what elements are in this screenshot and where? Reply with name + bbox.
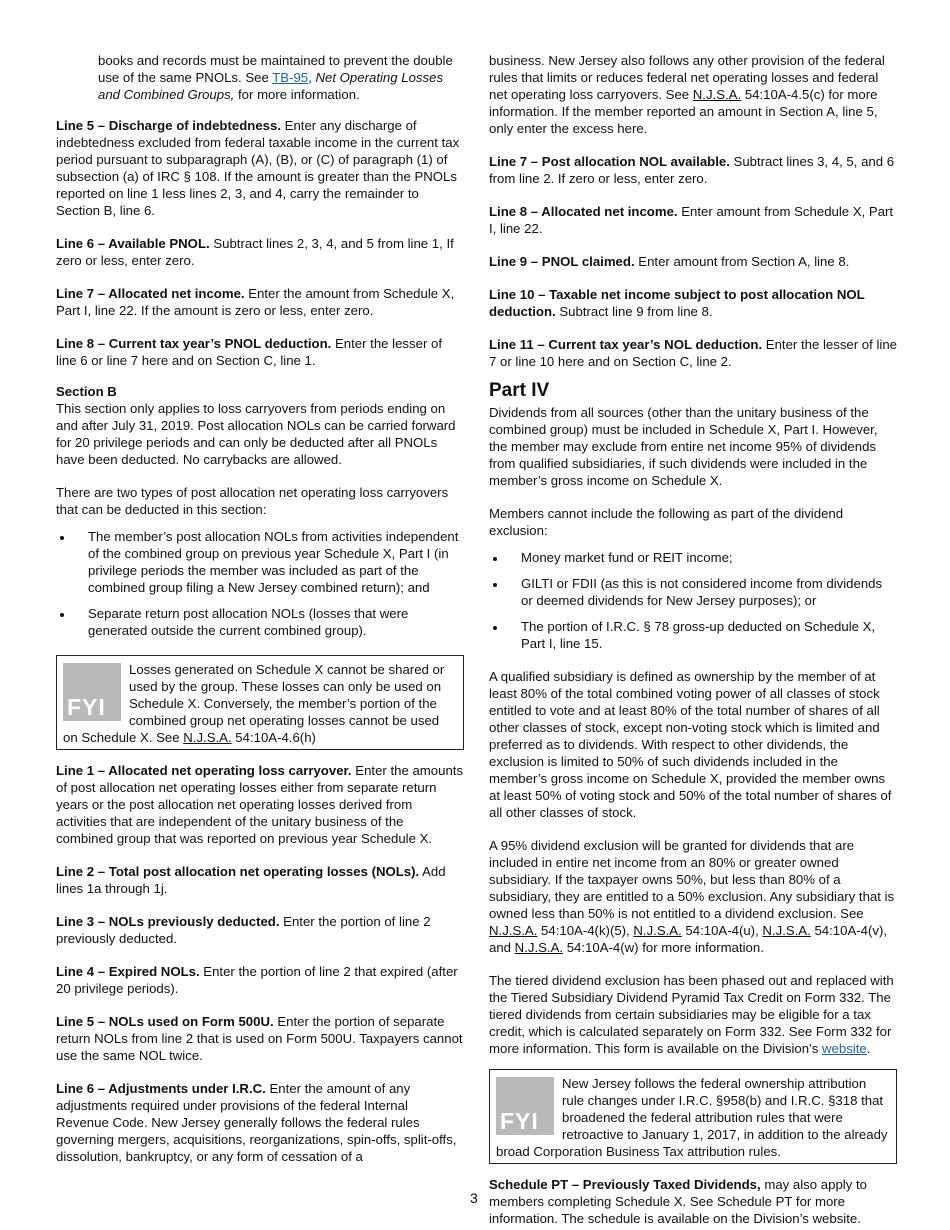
exclusion-95-text [489, 837, 897, 956]
section-b-heading: Section B [56, 384, 117, 399]
exclusion-list [489, 549, 897, 652]
b-line11 [489, 336, 897, 370]
qualified-subsidiary-text: A qualified subsidiary is defined as ownership by the member of at least 80% of the total combined voting power of all classes of stock entitled to vote and at least 80% of the total number of shares of all other classes of stock, except non-voting stock which is limited and preferred as to dividends. With respect to other dividends, the exclusion is limited to 50% of such dividends included in the member’s gross income on Schedule X, provided the member owns at least 50% of voting stock and 50% of the total number of shares of all other classes of stock. [489, 669, 892, 820]
cont-text: business. New Jersey also follows any other provision of the federal rules that limits or reduces federal net operating losses and federal net operating loss carryovers. See [489, 53, 885, 102]
line-text: Subtract lines 3, 4, 5, and 6 from line 2. If zero or less, enter zero. [489, 154, 895, 186]
excl-cite: 54:10A-4(w) for more information. [563, 940, 764, 955]
line-heading: Line 7 – Post allocation NOL available. [489, 154, 730, 169]
line-text: Enter amount from Schedule X, Part I, line 22. [489, 204, 894, 236]
line-heading: Line 4 – Expired NOLs. [56, 964, 200, 979]
line-text: Subtract line 9 from line 8. [555, 304, 713, 319]
list-item: • The member’s post allocation NOLs from activities independent of the combined group on previous year Schedule X, Part I (in privilege periods the member was included as part of the combined group filing a New Jersey combined return); and [74, 528, 464, 596]
list-item: • The portion of I.R.C. § 78 gross-up deducted on Schedule X, Part I, line 15. [507, 618, 897, 652]
line8-pnol-deduction [56, 335, 464, 369]
fyi-label: FYI [67, 694, 106, 720]
schedule-pt-text [489, 1176, 897, 1227]
tb95-link[interactable]: TB-95 [272, 70, 309, 85]
line-heading: Line 6 – Adjustments under I.R.C. [56, 1081, 266, 1096]
part-iv-heading: Part IV [489, 380, 550, 401]
line-text: may also apply to members completing Schedule X. See Schedule PT for more information. The schedule is available on the Division’s website. [489, 1177, 867, 1226]
line-text: Enter the amount from Schedule X, Part I, line 22. If the amount is zero or less, enter zero. [56, 286, 455, 318]
continued-paragraph [489, 52, 897, 137]
fyi-text: Losses generated on Schedule X cannot be shared or used by the group. These losses can only be used on Schedule X. Conversely, the member’s portion of the combined group net operating losses cannot be used on Schedule X. See [63, 662, 445, 745]
line-text: Enter amount from Section A, line 8. [634, 254, 850, 269]
line-text: Add lines 1a through 1j. [56, 864, 446, 896]
line-heading: Line 5 – Discharge of indebtedness. [56, 118, 281, 133]
two-types-text: There are two types of post allocation net operating loss carryovers that can be deducted in this section: [56, 485, 449, 517]
line-heading: Line 1 – Allocated net operating loss carryover. [56, 763, 352, 778]
b-line4 [56, 963, 464, 997]
intro-sep: , [308, 70, 316, 85]
intro-text: books and records must be maintained to prevent the double use of the same PNOLs. See [98, 53, 453, 85]
fyi-box [489, 1069, 897, 1164]
nol-types-list [56, 528, 464, 639]
line-text: Enter any discharge of indebtedness excluded from federal taxable income in the current tax period pursuant to subparagraph (A), (B), or (C) of paragraph (1) of subsection (a) of IRC § 108. If the amount is greater than the PNOLs reported on line 1 less lines 2, 3, and 4, carry the remainder to Section B, line 6. [56, 118, 460, 218]
line-heading: Line 9 – PNOL claimed. [489, 254, 635, 269]
njsa-ref: N.J.S.A. [762, 923, 811, 938]
left-column [56, 52, 464, 1165]
tiered-tail: . [866, 1041, 871, 1056]
line-heading: Line 8 – Allocated net income. [489, 204, 678, 219]
line-heading: Line 10 – Taxable net income subject to post allocation NOL deduction. [489, 287, 865, 319]
list-item: • Money market fund or REIT income; [507, 549, 897, 566]
b-line10 [489, 286, 897, 320]
b-line3 [56, 913, 464, 947]
line-heading: Schedule PT – Previously Taxed Dividends, [489, 1177, 761, 1192]
intro-title: Net Operating Losses and Combined Groups, [98, 70, 444, 102]
fyi-box [56, 655, 464, 750]
intro-paragraph [56, 52, 464, 103]
tiered-body: The tiered dividend exclusion has been phased out and replaced with the Tiered Subsidiary Dividend Pyramid Tax Credit on Form 332. The tiered dividends from certain subsidiaries may be eligible for a tax credit, which is calculated separately on Form 332. See Form 332 for more information. This form is available on the Division’s [489, 973, 894, 1056]
excl-cite: 54:10A-4(k)(5), [537, 923, 634, 938]
b-line8 [489, 203, 897, 237]
line-text: Enter the portion of line 2 previously deducted. [56, 914, 431, 946]
njsa-ref: N.J.S.A. [633, 923, 682, 938]
b-line6 [56, 1080, 464, 1165]
line-text: Enter the portion of separate return NOLs from line 2 that is used on Form 500U. Taxpayers cannot use the same NOL twice. [56, 1014, 463, 1063]
line-text: Enter the amounts of post allocation net operating losses either from separate return years or the post allocation net operating losses derived from activities that are independent of the unitary business of the combined group that was reported on previous year Schedule X. [56, 763, 464, 846]
right-column [489, 52, 897, 1227]
line6-available-pnol [56, 235, 464, 269]
website-link[interactable]: website [822, 1041, 867, 1056]
b-line7 [489, 153, 897, 187]
line-heading: Line 7 – Allocated net income. [56, 286, 245, 301]
line-text: Enter the amount of any adjustments required under provisions of the federal Internal Revenue Code. New Jersey generally follows the federal rules governing mergers, acquisitions, reorganizations, spin-offs, split-offs, dissolution, bankruptcy, or any form of cessation of a [56, 1081, 457, 1164]
excl-cite: 54:10A-4(u), [681, 923, 763, 938]
fyi-icon [496, 1077, 554, 1135]
section-b-text: This section only applies to loss carryovers from periods ending on and after July 31, 2019. Post allocation NOLs can be carried forward for 20 privilege periods and can only be deducted after all PNOLs have been deducted. No carrybacks are allowed. [56, 401, 456, 467]
b-line9 [489, 253, 897, 270]
list-item: • GILTI or FDII (as this is not considered income from dividends or deemed dividends for New Jersey purposes); or [507, 575, 897, 609]
fyi-text: New Jersey follows the federal ownership attribution rule changes under I.R.C. §958(b) and I.R.C. §318 that broadened the federal attribution rules that were retroactive to January 1, 2017, in addition to the already broad Corporation Business Tax attribution rules. [496, 1076, 888, 1159]
excl-cite: 54:10A-4(v), and [489, 923, 888, 955]
njsa-ref: N.J.S.A. [692, 87, 742, 102]
page-number: 3 [470, 1190, 478, 1206]
fyi-ref-tail: 54:10A-4.6(h) [231, 730, 316, 745]
njsa-ref: N.J.S.A. [489, 923, 538, 938]
members-cannot-text: Members cannot include the following as part of the dividend exclusion: [489, 506, 844, 538]
line-heading: Line 2 – Total post allocation net operating losses (NOLs). [56, 864, 420, 879]
line5-discharge [56, 117, 464, 219]
intro-tail: for more information. [234, 87, 360, 102]
part-iv-intro: Dividends from all sources (other than the unitary business of the combined group) must be included in Schedule X, Part I. However, the member may exclude from entire net income 95% of dividends from qualified subsidiaries, if such dividends were included in the member’s gross income on Schedule X. [489, 405, 878, 488]
line-text: Enter the lesser of line 6 or line 7 here and on Section C, line 1. [56, 336, 442, 368]
fyi-label: FYI [500, 1108, 539, 1134]
line-text: Enter the portion of line 2 that expired (after 20 privilege periods). [56, 964, 458, 996]
cont-tail: 54:10A-4.5(c) for more information. If the member reported an amount in Section A, line 5, only enter the excess here. [489, 87, 878, 136]
tiered-dividend-text [489, 972, 897, 1057]
line-text: Enter the lesser of line 7 or line 10 here and on Section C, line 2. [489, 337, 898, 369]
list-item: • Separate return post allocation NOLs (losses that were generated outside the current combined group). [74, 605, 464, 639]
b-line2 [56, 863, 464, 897]
line7-allocated-net-income [56, 285, 464, 319]
line-heading: Line 5 – NOLs used on Form 500U. [56, 1014, 274, 1029]
njsa-ref: N.J.S.A. [514, 940, 564, 955]
line-text: Subtract lines 2, 3, 4, and 5 from line 1, If zero or less, enter zero. [56, 236, 454, 268]
b-line1 [56, 762, 464, 847]
njsa-ref: N.J.S.A. [183, 730, 232, 745]
excl-text: A 95% dividend exclusion will be granted for dividends that are included in entire net income from an 80% or greater owned subsidiary. If the taxpayer owns 50%, but less than 80% of a subsidiary, they are entitled to a 50% exclusion. Any subsidiary that is owned less than 50% is not entitled to a dividend exclusion. See [489, 838, 895, 921]
line-heading: Line 8 – Current tax year’s PNOL deduction. [56, 336, 332, 351]
line-heading: Line 11 – Current tax year’s NOL deduction. [489, 337, 763, 352]
fyi-icon [63, 663, 121, 721]
b-line5 [56, 1013, 464, 1064]
line-heading: Line 6 – Available PNOL. [56, 236, 210, 251]
line-heading: Line 3 – NOLs previously deducted. [56, 914, 280, 929]
